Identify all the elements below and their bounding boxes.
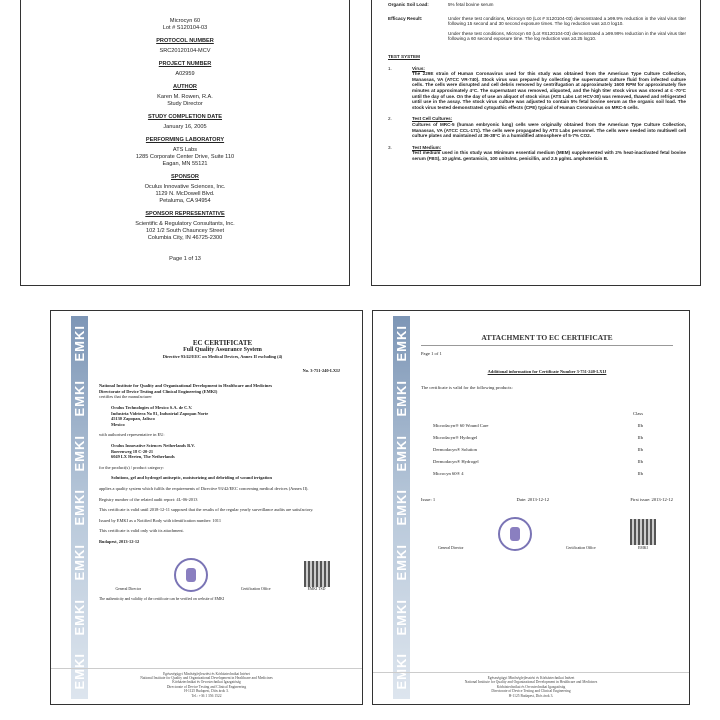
- protocol-heading: PROTOCOL NUMBER: [156, 38, 214, 44]
- stripe-logo: EMKI: [393, 598, 409, 636]
- sig-label: Certification Office: [565, 546, 596, 550]
- sig-label: General Director: [115, 586, 142, 591]
- product-name: Microcyn 60: [169, 18, 201, 24]
- page-number: Page 1 of 13: [169, 256, 201, 262]
- intro-text: The certificate is valid for the following products:: [421, 385, 513, 390]
- product-row: [433, 423, 673, 429]
- item-number: 3.: [388, 144, 392, 150]
- signatures: [421, 515, 673, 551]
- manufacturer-line: Mexico: [111, 421, 125, 427]
- lab-line: Eagan, MN 55121: [162, 161, 208, 167]
- cert-title: EC CERTIFICATE: [192, 339, 253, 347]
- cert-text: This certificate is valid only with its attachment.: [99, 528, 184, 534]
- cert-footer: [51, 668, 362, 698]
- section-heading: TEST SYSTEM: [388, 53, 420, 59]
- seal-icon: [498, 517, 532, 551]
- item-number: 2.: [388, 116, 392, 122]
- item-body: The 229E strain of Human Coronavirus used for this study was obtained from the American Type Culture Collection, Manassas, VA (ATCC VR-740). Stock virus was prepared by collecting the supernatant culture fluid from infected culture cells. The cells were disrupted and cell debris removed by centrifugation at approximately 1600 RPM for approximately five minutes at approximately 4°C. The supernatant was removed, aliquoted, and the high titer stock virus was stored at ≤ -70°C until the day of use. On the day of use an aliquot of stock virus (ATS Labs Lot HCV-30) was removed, thawed and refrigerated until use in the assay. The stock virus culture was adjusted to contain 5% fetal bovine serum as the organic soil load. The stock virus tested demonstrated cytopathic effects (CPE) typical of Human Coronavirus on MRC-5 cells.: [412, 71, 686, 110]
- rep-line: Boerenweg 18 C-20-21: [111, 448, 154, 454]
- sponsor-line: Petaluma, CA 94954: [159, 198, 211, 204]
- product-class: IIb: [637, 459, 643, 464]
- stripe-logo: EMKI: [71, 325, 87, 362]
- cert-subtitle: Full Quality Assurance System: [183, 347, 262, 353]
- row-label: Organic Soil Load:: [388, 2, 429, 7]
- footer-line: Directorate of Device Testing and Clinical Engineering: [166, 684, 247, 689]
- product-row: [433, 435, 673, 441]
- product-name: Microdacyn® Hydrogel: [433, 435, 478, 440]
- class-header: Class: [633, 411, 643, 416]
- list-item: [388, 145, 686, 162]
- cert-text: for the product(s) / product category:: [99, 464, 164, 470]
- footer-line: Kórháztechnikai és Orvostechnikai Igazgatóság: [496, 684, 566, 689]
- item-body: Test medium used in this study was Minimum essential medium (MEM) supplemented with 2% heat-inactivated fetal bovine serum (FBS), 10 µg/mL gentamicin, 100 units/mL penicillin, and 2.5 µg/mL amphotericin B.: [412, 150, 686, 161]
- author-heading: AUTHOR: [173, 84, 197, 90]
- product-row: [433, 459, 673, 465]
- sponsor-line: Oculus Innovative Sciences, Inc.: [144, 184, 226, 190]
- stripe-logo: EMKI: [393, 434, 409, 471]
- footer-line: H-1125 Budapest, Diós árok 3.: [184, 689, 229, 694]
- signatures: [99, 556, 346, 592]
- cert-place: Budapest, 2013-12-12: [99, 538, 140, 544]
- stripe-logo: EMKI: [393, 543, 409, 581]
- product-name: Microdacyn® 60 Wound Care: [433, 423, 489, 428]
- study-title-page: [20, 0, 350, 286]
- row-value: Under these test conditions, Microcyn 60 (Lot #S120104-03) demonstrated a ≥99.99% reduction in the viral virus titer following a 60 second exposure time. The log reduction was ≥3.25 log10.: [448, 30, 686, 42]
- sponsor-heading: SPONSOR: [171, 174, 199, 180]
- cert-text: Registry number of the related audit report: 4L-06-2013: [99, 496, 198, 502]
- author-name: Karen M. Rowen, R.A.: [157, 94, 213, 100]
- cert-text: certifies that the manufacturer: [99, 394, 152, 400]
- qr-code-icon: [304, 561, 330, 587]
- ec-certificate-page: [50, 310, 363, 705]
- issuer: National Institute for Quality and Organizational Development in Healthcare and Medicines: [99, 383, 273, 389]
- sig-label: General Director: [438, 546, 464, 550]
- list-item: [388, 66, 686, 111]
- project-heading: PROJECT NUMBER: [158, 61, 212, 67]
- issue: Issue: 1: [421, 497, 436, 502]
- project-number: A02959: [175, 71, 195, 77]
- rep-line: 102 1/2 South Chauncey Street: [145, 228, 225, 234]
- item-number: 1.: [388, 65, 392, 71]
- cert-text: with authorised representative in EU:: [99, 432, 165, 438]
- emki-stripe: [71, 316, 88, 699]
- stripe-logo: EMKI: [393, 653, 409, 690]
- result-row: [388, 16, 686, 46]
- lab-line: ATS Labs: [172, 147, 198, 153]
- issue-dates: [421, 497, 673, 503]
- attachment-subtitle: Additional information for Certificate Number 3-751-240-LXIJ: [487, 369, 607, 374]
- protocol-number: SRC20120104-MCV: [159, 48, 211, 54]
- product-row: [433, 447, 673, 453]
- product-row: [433, 471, 673, 477]
- stripe-logo: EMKI: [71, 379, 87, 417]
- product-class: IIb: [637, 423, 643, 428]
- footer-line: National Institute for Quality and Organizational Development in Healthcare and Medicines: [140, 675, 273, 680]
- row-value: 5% fetal bovine serum: [448, 2, 494, 7]
- item-title: Test Cell Cultures:: [412, 116, 453, 122]
- sig-label: Certification Office: [240, 586, 271, 591]
- stripe-logo: EMKI: [71, 489, 87, 526]
- rep-line: Oculus Innovative Sciences Netherlands B.V.: [111, 442, 195, 448]
- footer-line: H-1125 Budapest, Diós árok 3.: [508, 693, 554, 698]
- stripe-logo: EMKI: [393, 489, 409, 526]
- product-name: Dermodacyn® Solution: [433, 447, 477, 452]
- stripe-logo: EMKI: [71, 598, 87, 636]
- qr-code-icon: [630, 519, 656, 545]
- footer-line: Egészségügyi Minőségfejlesztési és Kórháztechnikai Intézet: [487, 675, 575, 680]
- cert-text: applies a quality system which fulfils the requirements of Directive 93/42/EEC concerning medical devices (Annex II).: [99, 485, 309, 491]
- sponsor-line: 1129 N. McDowell Blvd.: [155, 191, 215, 197]
- cert-number: No. 3-751-240-LXIJ: [302, 367, 340, 373]
- product-name: Microcyn 60® 4: [433, 471, 464, 476]
- product-class: IIb: [637, 471, 643, 476]
- author-role: Study Director: [167, 101, 203, 107]
- result-row: [388, 2, 686, 12]
- product-name: Dermodacyn® Hydrogel: [433, 459, 479, 464]
- issuer: Directorate of Device Testing and Clinical Engineering (EMKI): [99, 388, 218, 394]
- rep-line: Scientific & Regulatory Consultants, Inc.: [135, 221, 235, 227]
- rep-line: Columbia City, IN 46725-2300: [147, 235, 223, 241]
- footer-line: Tel.: +36 1 356 1522: [191, 693, 222, 698]
- manufacturer-line: 45130 Zapopan, Jalisco: [111, 416, 155, 422]
- footer-line: Egészségügyi Minőségfejlesztési és Kórháztechnikai Intézet: [163, 671, 250, 676]
- stripe-logo: EMKI: [71, 543, 87, 581]
- footer-line: Kórháztechnikai és Orvostechnikai Igazgatóság: [172, 680, 241, 685]
- attachment-page: [372, 310, 690, 705]
- row-value: Under these test conditions, Microcyn 60 (Lot # S120104-03) demonstrated a ≥99.9% reduction in the viral virus titer following 15 second and 30 second exposure times. The log reduction was ≥3.0 log10.: [448, 15, 686, 27]
- cert-text: This certificate is valid until 2018-12-11 supposed that the results of the regular yearly surveillance audits are satisfactory.: [99, 507, 314, 513]
- sig-label: EMKI: [638, 546, 648, 550]
- manufacturer-line: Oculus Technologies of Mexico S.A. de C.V.: [111, 404, 193, 410]
- stripe-logo: EMKI: [71, 653, 87, 690]
- stripe-logo: EMKI: [393, 325, 409, 362]
- cert-footer: [373, 672, 689, 698]
- cert-directive: Directive 93/42/EEC on Medical Devices, Annex II excluding (4): [162, 354, 283, 359]
- footer-note: The authenticity and validity of the certificate can be verified on website of EMKI: [99, 597, 225, 602]
- attachment-title: ATTACHMENT TO EC CERTIFICATE: [421, 335, 673, 346]
- first-issue: First issue: 2013-12-12: [630, 497, 673, 502]
- footer-line: National Institute for Quality and Organizational Development in Healthcare and Medicines: [464, 680, 598, 685]
- cert-text: Issued by EMKI as a Notified Body with identification number: 1011: [99, 517, 222, 523]
- lot-number: Lot # S120104-03: [162, 25, 208, 31]
- sig-label: EMKI TSD: [307, 586, 326, 591]
- stripe-logo: EMKI: [393, 379, 409, 417]
- item-title: Test Medium:: [412, 144, 442, 150]
- item-title: Virus:: [412, 65, 425, 71]
- page-number: Page 1 of 1: [421, 351, 442, 356]
- item-body: Cultures of MRC-5 (human embryonic lung) cells were originally obtained from the American Type Culture Collection, Manassas, VA (ATCC CCL-171). The cells were propagated by ATS Labs personnel. The cells were seeded into multiwell cell culture plates and maintained at 36-38°C in a humidified atmosphere of 5-7% CO2.: [412, 121, 686, 139]
- test-system-page: [371, 0, 701, 286]
- date: Date: 2013-12-12: [516, 497, 550, 502]
- products: Solutions, gel and hydrogel antiseptic, moisturizing and debriding of wound irrigation: [111, 475, 272, 481]
- stripe-logo: EMKI: [71, 434, 87, 471]
- seal-icon: [174, 558, 208, 592]
- footer-line: Directorate of Device Testing and Clinical Engineering: [491, 689, 571, 694]
- product-class: IIb: [637, 435, 643, 440]
- completion-date: January 16, 2005: [163, 124, 207, 130]
- rep-heading: SPONSOR REPRESENTATIVE: [145, 211, 225, 217]
- emki-stripe: [393, 316, 410, 699]
- list-item: [388, 116, 686, 138]
- row-label: Efficacy Result:: [388, 15, 423, 21]
- lab-line: 1285 Corporate Center Drive, Suite 110: [135, 154, 235, 160]
- lab-heading: PERFORMING LABORATORY: [145, 137, 225, 143]
- rep-line: 6049 LX Herten, The Netherlands: [111, 454, 175, 460]
- product-class: IIb: [637, 447, 643, 452]
- manufacturer-line: Industria Vidriera No 81, Industrial Zapopan Norte: [111, 410, 209, 416]
- date-heading: STUDY COMPLETION DATE: [147, 114, 223, 120]
